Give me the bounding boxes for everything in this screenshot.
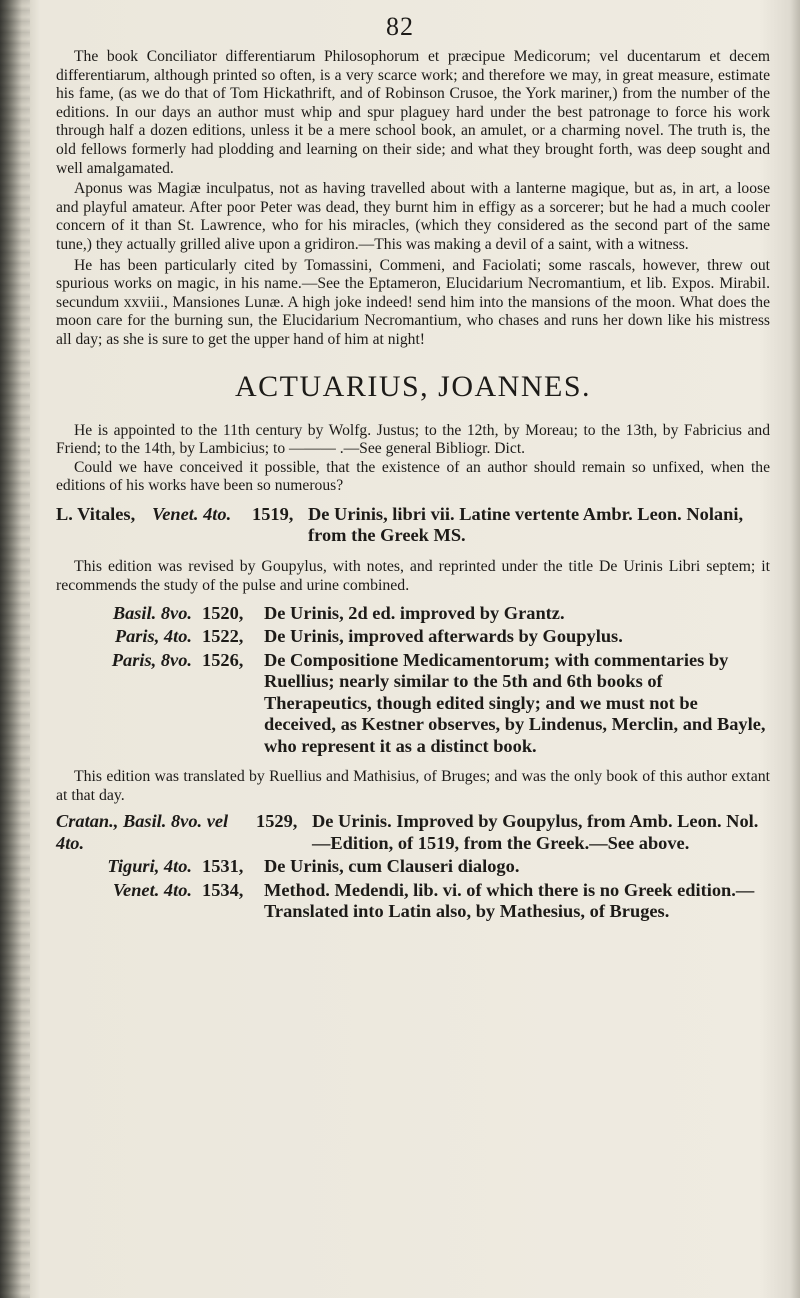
binding-gutter <box>0 0 30 1298</box>
paragraph-conciliator: The book Conciliator differentiarum Philosophorum et præcipue Medicorum; vel ducentarum et decem differentiarum, although printed so often, is a very scarce work; and therefore we may, in great measure, estimate his fame, (as we do that of Tom Hickathrift, and of Robinson Crusoe, the York mariner,) from the number of the editions. In our days an author must whip and spur plaguey hard under the best patronage to force his work through half a dozen editions, unless it be a mere school book, an amulet, or a charming novel. The truth is, the old fellows formerly had plodding and learning on their side; and what they brought forth, was deep sought and well amalgamated. <box>56 48 770 177</box>
paragraph-citations: He has been particularly cited by Tomassini, Commeni, and Faciolati; some rascals, however, threw out spurious works on magic, in his name.—See the Eptameron, Elucidarium Necromantium, et lib. Expos. Mirabil. secundum xxviii., Mansiones Lunæ. A high joke indeed! send him into the mansions of the moon. What does the moon care for the burning sun, the Elucidarium Necromantium, who chases and runs her down like his mistress all day; as she is sure to get the upper hand of him at night! <box>56 256 770 348</box>
edition-city-format: Paris, 8vo. <box>111 649 192 670</box>
edition-year: 1522, <box>202 626 244 647</box>
edition-year: 1520, <box>202 602 244 623</box>
edition-year: 1519, <box>252 503 294 524</box>
edition-city-format: Cratan., Basil. 8vo. vel 4to. <box>56 811 229 853</box>
edition-title: De Urinis, cum Clauseri dialogo. <box>264 856 520 877</box>
edition-city-format: Venet. 4to. <box>112 879 192 900</box>
edition-year: 1526, <box>202 649 244 670</box>
paragraph-existence: Could we have conceived it possible, that the existence of an author should remain so unfixed, when the editions of his works have been so numerous? <box>56 458 770 495</box>
edition-city-format: Tiguri, 4to. <box>107 856 192 877</box>
edition-year: 1534, <box>202 879 244 900</box>
edition-city-format: Basil. 8vo. <box>112 602 192 623</box>
edition-title: De Compositione Medicamentorum; with commentaries by Ruellius; nearly similar to the 5th and 6th books of Therapeutics, though edited singly; and we must not be deceived, as Kestner observes, by Lindenus, Merclin, and Bayle, who represent it as a distinct book. <box>264 649 766 756</box>
edition-entry-1534 <box>56 880 770 923</box>
edition-title: De Urinis, 2d ed. improved by Grantz. <box>264 602 565 623</box>
page-number: 82 <box>386 12 414 41</box>
edition-title: De Urinis, improved afterwards by Goupylus. <box>264 626 623 647</box>
note-goupylus: This edition was revised by Goupylus, with notes, and reprinted under the title De Urinis Libri septem; it recommends the study of the pulse and urine combined. <box>56 557 770 594</box>
edition-entry-1520 <box>56 603 770 625</box>
section-heading: ACTUARIUS, JOANNES. <box>234 369 592 403</box>
edition-entry-1526 <box>56 650 770 758</box>
page-body <box>56 48 770 923</box>
edition-printer: L. Vitales, <box>56 503 136 524</box>
edition-city-format: Paris, 4to. <box>114 626 192 647</box>
paragraph-century: He is appointed to the 11th century by Wolfg. Justus; to the 12th, by Moreau; to the 13th, by Fabricius and Friend; to the 14th, by Lambicius; to ——— .—See general Bibliogr. Dict. <box>56 421 770 458</box>
edition-city-format: Venet. 4to. <box>152 503 232 524</box>
edition-year: 1529, <box>256 811 298 832</box>
edition-entry-1519 <box>56 504 770 547</box>
note-ruellius: This edition was translated by Ruellius and Mathisius, of Bruges; and was the only book of this author extant at that day. <box>56 768 770 805</box>
edition-title: Method. Medendi, lib. vi. of which there is no Greek edition.—Translated into Latin also, by Mathesius, of Bruges. <box>264 879 755 922</box>
edition-entry-1529 <box>56 811 770 854</box>
edition-year: 1531, <box>202 856 244 877</box>
paragraph-aponus: Aponus was Magiæ inculpatus, not as having travelled about with a lanterne magique, but as, in art, a loose and playful amateur. After poor Peter was dead, they burnt him in effigy as a sorcerer; but he had a much cooler concern of it than St. Lawrence, who for his miracles, (which they considered as the second part of the same tune,) they actually grilled alive upon a gridiron.—This was making a devil of a saint, with a witness. <box>56 180 770 253</box>
edition-title: De Urinis, libri vii. Latine vertente Ambr. Leon. Nolani, from the Greek MS. <box>308 503 744 546</box>
edition-entry-1531 <box>56 856 770 878</box>
edition-entry-1522 <box>56 626 770 648</box>
edition-title: De Urinis. Improved by Goupylus, from Amb. Leon. Nol.—Edition, of 1519, from the Greek.—See above. <box>312 811 759 853</box>
